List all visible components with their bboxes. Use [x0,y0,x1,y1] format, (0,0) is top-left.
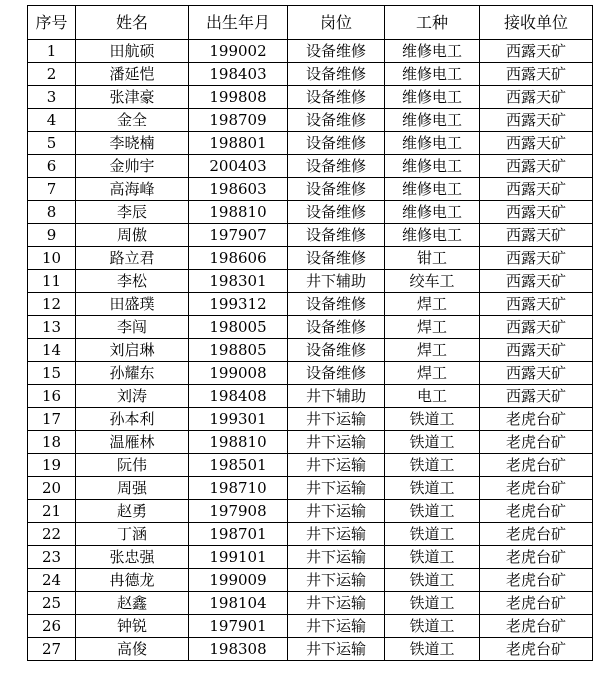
cell-receiving-unit: 西露天矿 [480,270,593,293]
cell-name: 高海峰 [76,178,189,201]
cell-index: 21 [28,500,76,523]
cell-job-type: 铁道工 [385,546,480,569]
cell-job-type: 维修电工 [385,155,480,178]
cell-index: 2 [28,63,76,86]
cell-post: 设备维修 [288,178,385,201]
cell-index: 20 [28,477,76,500]
cell-index: 18 [28,431,76,454]
cell-post: 设备维修 [288,201,385,224]
cell-name: 周强 [76,477,189,500]
cell-post: 井下运输 [288,454,385,477]
cell-receiving-unit: 西露天矿 [480,178,593,201]
cell-receiving-unit: 老虎台矿 [480,569,593,592]
cell-receiving-unit: 老虎台矿 [480,477,593,500]
cell-post: 设备维修 [288,224,385,247]
cell-name: 钟锐 [76,615,189,638]
cell-name: 孙本利 [76,408,189,431]
cell-post: 设备维修 [288,339,385,362]
cell-post: 设备维修 [288,109,385,132]
cell-name: 孙耀东 [76,362,189,385]
cell-job-type: 维修电工 [385,224,480,247]
cell-index: 25 [28,592,76,615]
personnel-table [27,5,593,661]
cell-post: 设备维修 [288,293,385,316]
header-name: 姓名 [76,6,189,40]
cell-post: 井下运输 [288,638,385,661]
cell-birth-date: 198810 [189,201,288,224]
cell-name: 周傲 [76,224,189,247]
table-row [28,132,593,155]
cell-birth-date: 199002 [189,40,288,63]
cell-post: 井下运输 [288,523,385,546]
cell-receiving-unit: 西露天矿 [480,385,593,408]
table-row [28,500,593,523]
cell-name: 高俊 [76,638,189,661]
cell-job-type: 焊工 [385,339,480,362]
cell-birth-date: 197907 [189,224,288,247]
table-row [28,270,593,293]
cell-job-type: 电工 [385,385,480,408]
cell-birth-date: 199101 [189,546,288,569]
cell-birth-date: 198104 [189,592,288,615]
cell-job-type: 绞车工 [385,270,480,293]
cell-index: 14 [28,339,76,362]
cell-post: 设备维修 [288,40,385,63]
table-row [28,316,593,339]
cell-post: 井下辅助 [288,385,385,408]
cell-index: 10 [28,247,76,270]
cell-name: 李闯 [76,316,189,339]
cell-post: 井下运输 [288,546,385,569]
cell-index: 19 [28,454,76,477]
cell-name: 张忠强 [76,546,189,569]
cell-index: 26 [28,615,76,638]
cell-post: 井下运输 [288,615,385,638]
cell-birth-date: 197908 [189,500,288,523]
cell-post: 井下运输 [288,569,385,592]
cell-name: 金全 [76,109,189,132]
cell-birth-date: 198501 [189,454,288,477]
cell-birth-date: 198408 [189,385,288,408]
cell-post: 设备维修 [288,316,385,339]
table-header [28,6,593,40]
cell-name: 李辰 [76,201,189,224]
cell-birth-date: 198709 [189,109,288,132]
cell-birth-date: 198805 [189,339,288,362]
table-row [28,454,593,477]
cell-name: 潘延恺 [76,63,189,86]
cell-birth-date: 199009 [189,569,288,592]
cell-index: 16 [28,385,76,408]
cell-receiving-unit: 西露天矿 [480,247,593,270]
cell-index: 5 [28,132,76,155]
cell-post: 井下运输 [288,431,385,454]
table-row [28,431,593,454]
cell-index: 17 [28,408,76,431]
cell-index: 8 [28,201,76,224]
table-row [28,385,593,408]
cell-job-type: 焊工 [385,293,480,316]
table-row [28,569,593,592]
cell-name: 温雁林 [76,431,189,454]
cell-name: 丁涵 [76,523,189,546]
cell-job-type: 铁道工 [385,523,480,546]
table-row [28,224,593,247]
header-receiving-unit: 接收单位 [480,6,593,40]
cell-name: 刘涛 [76,385,189,408]
cell-birth-date: 198005 [189,316,288,339]
cell-name: 田盛璞 [76,293,189,316]
header-job-type: 工种 [385,6,480,40]
cell-receiving-unit: 西露天矿 [480,109,593,132]
header-row [28,6,593,40]
cell-birth-date: 197901 [189,615,288,638]
table-row [28,178,593,201]
table-row [28,615,593,638]
cell-index: 4 [28,109,76,132]
cell-name: 李晓楠 [76,132,189,155]
cell-post: 设备维修 [288,247,385,270]
table-row [28,339,593,362]
cell-job-type: 维修电工 [385,86,480,109]
table-row [28,362,593,385]
cell-job-type: 维修电工 [385,178,480,201]
cell-index: 6 [28,155,76,178]
cell-birth-date: 199008 [189,362,288,385]
cell-receiving-unit: 老虎台矿 [480,546,593,569]
cell-receiving-unit: 老虎台矿 [480,500,593,523]
cell-receiving-unit: 老虎台矿 [480,523,593,546]
cell-name: 阮伟 [76,454,189,477]
header-birth-date: 出生年月 [189,6,288,40]
cell-index: 22 [28,523,76,546]
cell-name: 李松 [76,270,189,293]
cell-birth-date: 198308 [189,638,288,661]
cell-post: 设备维修 [288,155,385,178]
cell-birth-date: 200403 [189,155,288,178]
cell-index: 15 [28,362,76,385]
cell-receiving-unit: 西露天矿 [480,155,593,178]
table-row [28,86,593,109]
cell-job-type: 铁道工 [385,454,480,477]
cell-birth-date: 198403 [189,63,288,86]
cell-receiving-unit: 老虎台矿 [480,638,593,661]
cell-receiving-unit: 西露天矿 [480,339,593,362]
cell-receiving-unit: 西露天矿 [480,362,593,385]
cell-job-type: 焊工 [385,362,480,385]
cell-name: 刘启琳 [76,339,189,362]
cell-index: 11 [28,270,76,293]
cell-index: 1 [28,40,76,63]
cell-job-type: 钳工 [385,247,480,270]
table-row [28,109,593,132]
cell-receiving-unit: 西露天矿 [480,132,593,155]
cell-job-type: 维修电工 [385,40,480,63]
cell-birth-date: 199312 [189,293,288,316]
cell-job-type: 铁道工 [385,592,480,615]
cell-job-type: 维修电工 [385,201,480,224]
cell-birth-date: 198301 [189,270,288,293]
table-row [28,592,593,615]
cell-receiving-unit: 老虎台矿 [480,592,593,615]
cell-job-type: 铁道工 [385,569,480,592]
cell-receiving-unit: 老虎台矿 [480,431,593,454]
cell-job-type: 铁道工 [385,500,480,523]
cell-receiving-unit: 西露天矿 [480,293,593,316]
cell-name: 路立君 [76,247,189,270]
cell-index: 7 [28,178,76,201]
cell-post: 设备维修 [288,86,385,109]
cell-index: 27 [28,638,76,661]
cell-receiving-unit: 西露天矿 [480,63,593,86]
table-row [28,155,593,178]
cell-post: 井下运输 [288,500,385,523]
cell-birth-date: 199301 [189,408,288,431]
table-row [28,293,593,316]
cell-name: 田航硕 [76,40,189,63]
cell-post: 设备维修 [288,362,385,385]
cell-birth-date: 198701 [189,523,288,546]
cell-birth-date: 198603 [189,178,288,201]
cell-job-type: 维修电工 [385,132,480,155]
table-row [28,523,593,546]
table-row [28,63,593,86]
table-row [28,477,593,500]
table-body [28,40,593,661]
cell-birth-date: 198606 [189,247,288,270]
table-row [28,546,593,569]
cell-receiving-unit: 西露天矿 [480,316,593,339]
table-row [28,247,593,270]
cell-receiving-unit: 西露天矿 [480,224,593,247]
table-row [28,638,593,661]
cell-birth-date: 198710 [189,477,288,500]
cell-job-type: 维修电工 [385,63,480,86]
cell-receiving-unit: 西露天矿 [480,86,593,109]
header-index: 序号 [28,6,76,40]
table-row [28,201,593,224]
cell-post: 井下辅助 [288,270,385,293]
cell-index: 3 [28,86,76,109]
cell-index: 13 [28,316,76,339]
cell-post: 井下运输 [288,408,385,431]
cell-birth-date: 198801 [189,132,288,155]
cell-receiving-unit: 老虎台矿 [480,408,593,431]
cell-post: 设备维修 [288,132,385,155]
cell-post: 设备维修 [288,63,385,86]
cell-index: 12 [28,293,76,316]
cell-name: 张津豪 [76,86,189,109]
cell-post: 井下运输 [288,477,385,500]
cell-index: 23 [28,546,76,569]
cell-post: 井下运输 [288,592,385,615]
cell-index: 9 [28,224,76,247]
cell-receiving-unit: 老虎台矿 [480,454,593,477]
cell-name: 金帅宇 [76,155,189,178]
cell-receiving-unit: 西露天矿 [480,201,593,224]
cell-job-type: 铁道工 [385,638,480,661]
cell-job-type: 焊工 [385,316,480,339]
cell-name: 赵鑫 [76,592,189,615]
header-post: 岗位 [288,6,385,40]
cell-job-type: 铁道工 [385,615,480,638]
table-row [28,408,593,431]
cell-receiving-unit: 西露天矿 [480,40,593,63]
cell-job-type: 维修电工 [385,109,480,132]
cell-birth-date: 199808 [189,86,288,109]
cell-name: 冉德龙 [76,569,189,592]
cell-receiving-unit: 老虎台矿 [480,615,593,638]
cell-job-type: 铁道工 [385,477,480,500]
cell-job-type: 铁道工 [385,408,480,431]
table-row [28,40,593,63]
cell-name: 赵勇 [76,500,189,523]
cell-index: 24 [28,569,76,592]
cell-job-type: 铁道工 [385,431,480,454]
cell-birth-date: 198810 [189,431,288,454]
